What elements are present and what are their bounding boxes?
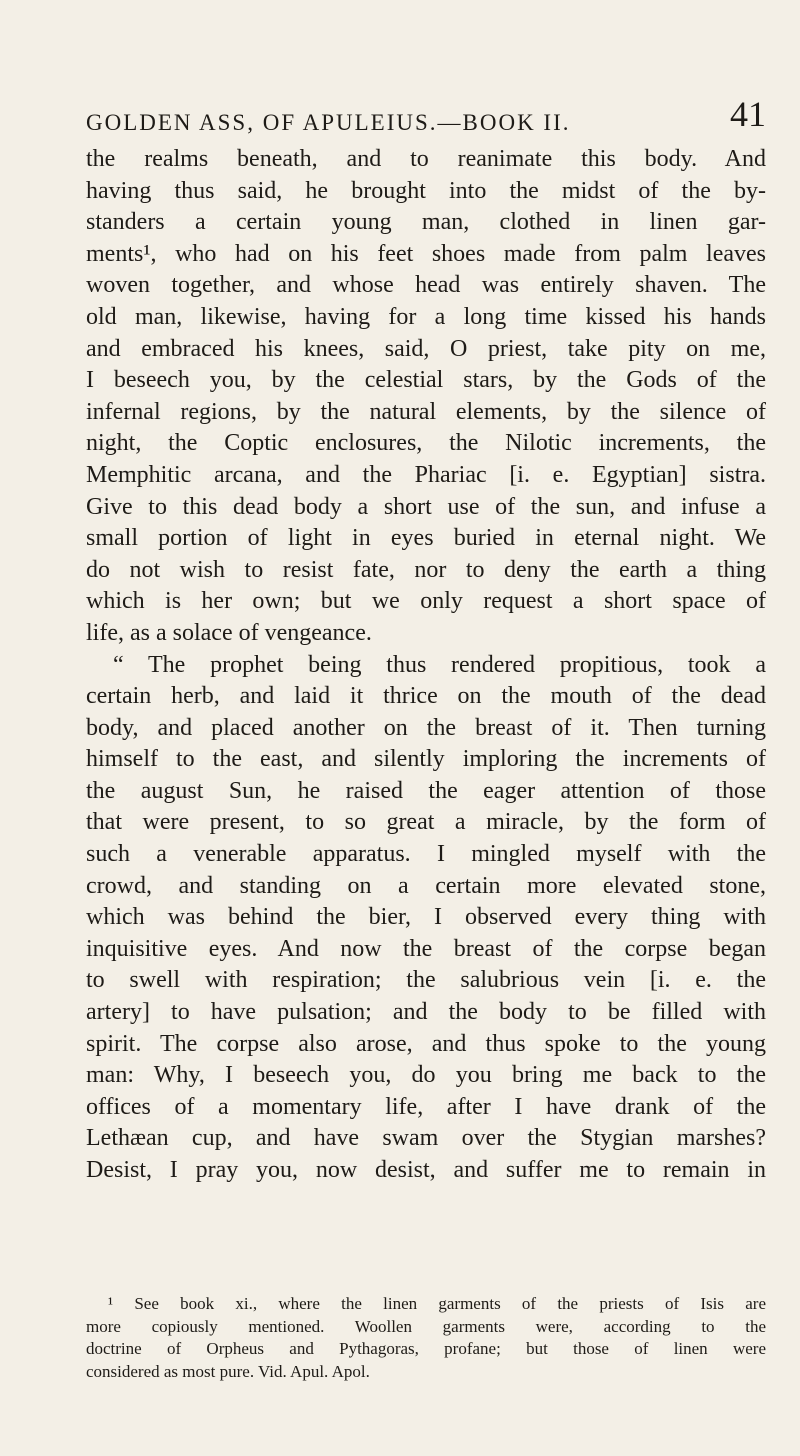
text-line: offices of a momentary life, after I have drank of the: [86, 1093, 766, 1120]
text-line: do not wish to resist fate, nor to deny the earth a thing: [86, 556, 766, 583]
text-line: spirit. The corpse also arose, and thus spoke to the young: [86, 1030, 766, 1057]
text-line: small portion of light in eyes buried in eternal night. We: [86, 525, 766, 552]
page-number: 41: [730, 94, 766, 134]
text-line: man: Why, I beseech you, do you bring me back to the: [86, 1062, 766, 1089]
text-line: Give to this dead body a short use of the sun, and infuse a: [86, 493, 766, 520]
text-line: inquisitive eyes. And now the breast of the corpse began: [86, 935, 766, 962]
text-line: Desist, I pray you, now desist, and suffer me to remain in: [86, 1157, 766, 1183]
text-line: artery] to have pulsation; and the body to be filled with: [86, 999, 766, 1026]
footnote-line: doctrine of Orpheus and Pythagoras, profane; but those of linen were: [86, 1339, 766, 1358]
text-line: the realms beneath, and to reanimate this body. And: [86, 146, 766, 172]
text-line: “ The prophet being thus rendered propitious, took a: [113, 651, 766, 678]
text-line: standers a certain young man, clothed in linen gar-: [86, 209, 766, 236]
text-line: and embraced his knees, said, O priest, take pity on me,: [86, 335, 766, 362]
body-text: [86, 144, 766, 1187]
text-line: body, and placed another on the breast of it. Then turning: [86, 714, 766, 741]
text-line: ments¹, who had on his feet shoes made from palm leaves: [86, 240, 766, 267]
text-line: such a venerable apparatus. I mingled myself with the: [86, 841, 766, 868]
text-line: Memphitic arcana, and the Phariac [i. e. Egyptian] sistra.: [86, 461, 766, 488]
page-header: [86, 96, 766, 146]
text-line: the august Sun, he raised the eager attention of those: [86, 777, 766, 804]
text-line: night, the Coptic enclosures, the Nilotic increments, the: [86, 430, 766, 457]
text-line: Lethæan cup, and have swam over the Stygian marshes?: [86, 1125, 766, 1152]
text-line: certain herb, and laid it thrice on the mouth of the dead: [86, 683, 766, 710]
text-line: which is her own; but we only request a short space of: [86, 588, 766, 615]
text-line: which was behind the bier, I observed every thing with: [86, 904, 766, 931]
footnote-line: considered as most pure. Vid. Apul. Apol.: [86, 1361, 370, 1381]
running-head: GOLDEN ASS, OF APULEIUS.—BOOK II.: [86, 110, 571, 135]
text-line: woven together, and whose head was entirely shaven. The: [86, 272, 766, 299]
text-line: to swell with respiration; the salubrious vein [i. e. the: [86, 967, 766, 994]
footnote-line: more copiously mentioned. Woollen garments were, according to the: [86, 1316, 766, 1336]
footnotes: [86, 1293, 766, 1383]
text-line: himself to the east, and silently imploring the increments of: [86, 746, 766, 773]
text-line: crowd, and standing on a certain more elevated stone,: [86, 872, 766, 899]
text-line: I beseech you, by the celestial stars, by the Gods of the: [86, 367, 766, 394]
text-line: life, as a solace of vengeance.: [86, 619, 372, 646]
text-line: that were present, to so great a miracle, by the form of: [86, 809, 766, 836]
text-line: having thus said, he brought into the midst of the by-: [86, 177, 766, 204]
footnote-line: ¹ See book xi., where the linen garments of the priests of Isis are: [108, 1294, 766, 1313]
text-line: old man, likewise, having for a long time kissed his hands: [86, 303, 766, 330]
text-line: infernal regions, by the natural elements, by the silence of: [86, 398, 766, 425]
